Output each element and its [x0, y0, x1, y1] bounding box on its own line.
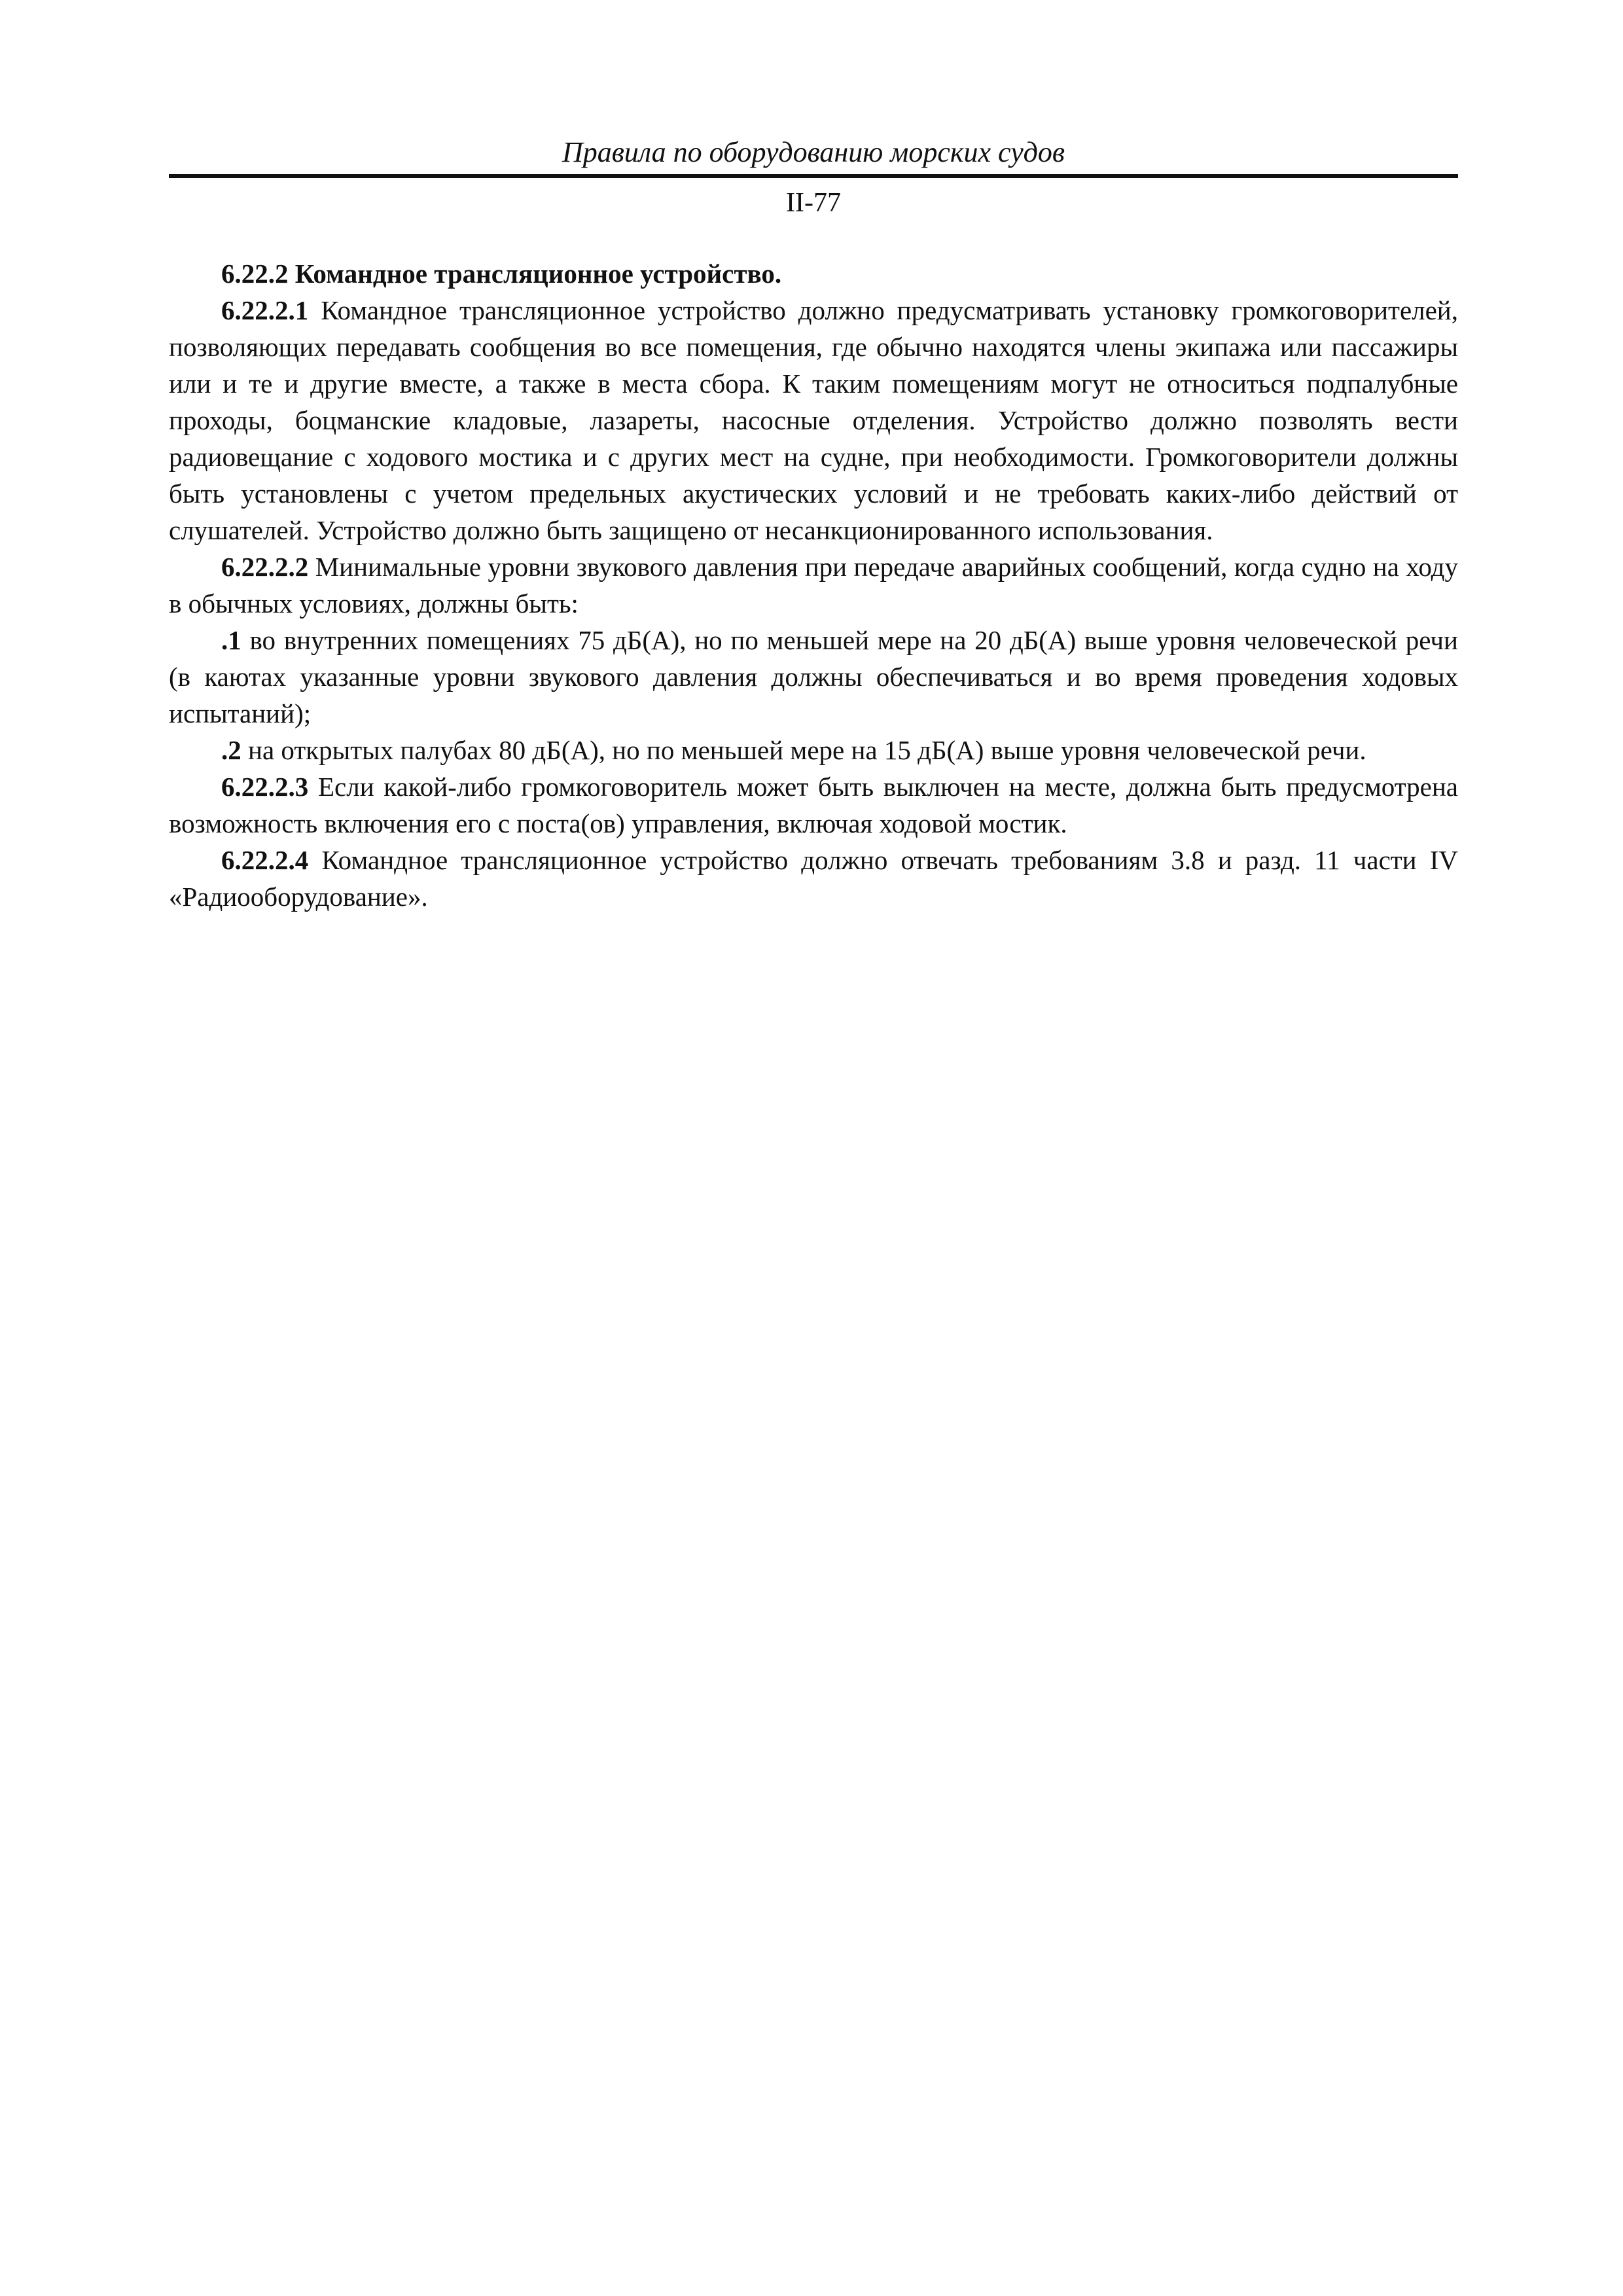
paragraph-number: 6.22.2.3 — [221, 772, 309, 802]
header-divider — [169, 174, 1458, 178]
paragraph-6-22-2-4 — [169, 842, 1458, 915]
document-body — [169, 255, 1458, 915]
running-header-title: Правила по оборудованию морских судов — [562, 136, 1065, 168]
list-item-1 — [169, 622, 1458, 732]
paragraph-number: 6.22.2.2 — [221, 552, 309, 582]
list-item-number: .2 — [221, 735, 241, 765]
paragraph-6-22-2-3 — [169, 768, 1458, 842]
list-item-text: во внутренних помещениях 75 дБ(А), но по меньшей мере на 20 дБ(А) выше уровня человеческой речи (в каютах указанные уровни звукового давления должны обеспечиваться и во время проведения ходовых испытаний); — [169, 625, 1458, 728]
paragraph-number: 6.22.2.1 — [221, 295, 309, 325]
paragraph-text: Командное трансляционное устройство должно предусматривать установку громкоговорителей, позволяющих передавать сообщения во все помещения, где обычно находятся члены экипажа или пассажиры или и те и другие вместе, а также в места сбора. К таким помещениям могут не относиться подпалубные проходы, боцманские кладовые, лазареты, насосные отделения. Устройство должно позволять вести радиовещание с ходового мостика и с других мест на судне, при необходимости. Громкоговорители должны быть установлены с учетом предельных акустических условий и не требовать каких-либо действий от слушателей. Устройство должно быть защищено от несанкционированного использования. — [169, 295, 1458, 545]
section-title: 6.22.2 Командное трансляционное устройство. — [221, 259, 782, 289]
list-item-2 — [169, 732, 1458, 768]
paragraph-text: Командное трансляционное устройство должно отвечать требованиям 3.8 и разд. 11 части IV «Радиооборудование». — [169, 845, 1458, 912]
paragraph-text: Если какой-либо громкоговоритель может быть выключен на месте, должна быть предусмотрена возможность включения его с поста(ов) управления, включая ходовой мостик. — [169, 772, 1458, 838]
paragraph-text: Минимальные уровни звукового давления при передаче аварийных сообщений, когда судно на ходу в обычных условиях, должны быть: — [169, 552, 1458, 619]
paragraph-6-22-2-1 — [169, 292, 1458, 548]
paragraph-number: 6.22.2.4 — [221, 845, 309, 875]
paragraph-6-22-2-2 — [169, 548, 1458, 622]
list-item-text: на открытых палубах 80 дБ(А), но по меньшей мере на 15 дБ(А) выше уровня человеческой речи. — [241, 735, 1366, 765]
page-number: II-77 — [786, 188, 841, 218]
section-heading — [169, 255, 1458, 292]
list-item-number: .1 — [221, 625, 241, 655]
